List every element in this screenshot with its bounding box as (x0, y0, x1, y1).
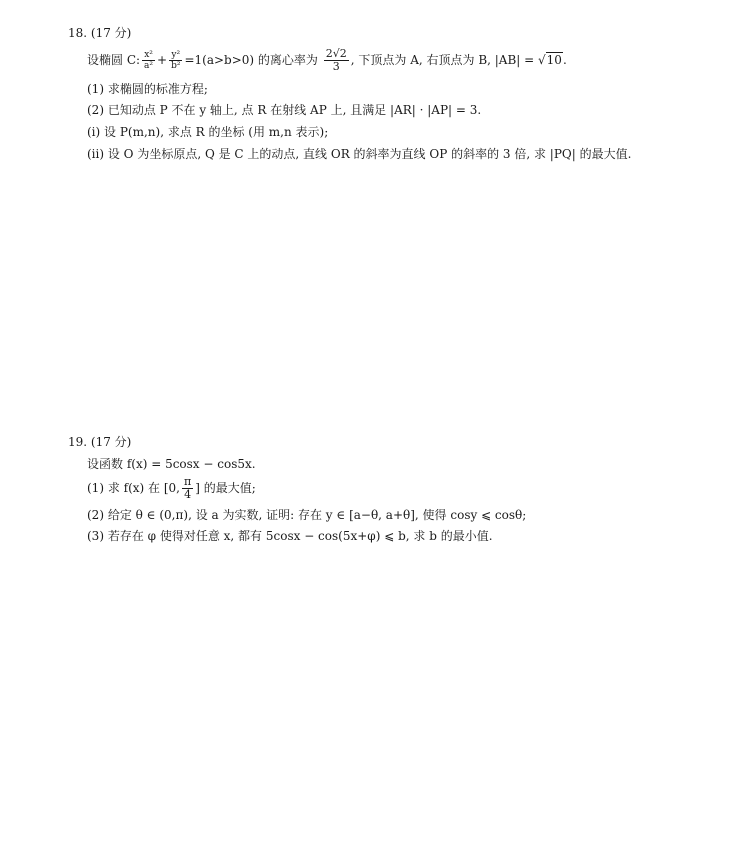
problem-19-stem: 设函数 f(x) = 5cosx − cos5x. (87, 457, 256, 471)
problem-18-part-2-i: (i) 设 P(m,n), 求点 R 的坐标 (用 m,n 表示); (87, 125, 329, 139)
problem-19-part-2: (2) 给定 θ ∈ (0,π), 设 a 为实数, 证明: 存在 y ∈ [a−θ, a+θ], 使得 cosy ⩽ cosθ; (87, 508, 527, 522)
stem-prefix: 设椭圆 C: (87, 53, 141, 67)
interval-right: ] (195, 481, 200, 495)
fraction-denominator: 3 (324, 60, 349, 73)
fraction-numerator: x² (144, 50, 153, 60)
stem-middle: =1(a>b>0) 的离心率为 (184, 53, 318, 67)
problem-19-heading: 19. (17 分) (68, 435, 132, 449)
interval-left: [0, (163, 481, 180, 495)
fraction-numerator: 2√2 (325, 47, 347, 60)
problem-18-part-1: (1) 求椭圆的标准方程; (87, 82, 208, 96)
x-squared-fraction (142, 50, 155, 71)
fraction-numerator: y² (171, 50, 181, 60)
problem-18-part-2-ii: (ii) 设 O 为坐标原点, Q 是 C 上的动点, 直线 OR 的斜率为直线 OP 的斜率的 3 倍, 求 |PQ| 的最大值. (87, 147, 632, 161)
problem-18-stem (87, 48, 567, 73)
problem-19-part-1 (87, 476, 256, 501)
problem-18-heading: 18. (17 分) (68, 26, 132, 40)
fraction-denominator: b² (171, 61, 181, 71)
y-squared-fraction (169, 50, 182, 71)
sqrt-radicand: 10 (546, 53, 562, 67)
stem-end: . (562, 53, 567, 67)
pi-over-4-fraction (182, 476, 193, 501)
eccentricity-fraction (324, 48, 349, 73)
fraction-denominator: 4 (182, 488, 193, 501)
plus-sign: + (157, 53, 168, 67)
fraction-denominator: a² (144, 61, 154, 71)
stem-post: , 下顶点为 A, 右顶点为 B, |AB| = √ (350, 53, 546, 67)
fraction-numerator: π (183, 475, 192, 488)
part1-prefix: (1) 求 f(x) 在 (87, 481, 161, 495)
problem-18-part-2: (2) 已知动点 P 不在 y 轴上, 点 R 在射线 AP 上, 且满足 |AR| · |AP| = 3. (87, 103, 482, 117)
part1-suffix: 的最大值; (203, 481, 256, 495)
problem-19-part-3: (3) 若存在 φ 使得对任意 x, 都有 5cosx − cos(5x+φ) ⩽ b, 求 b 的最小值. (87, 529, 493, 543)
